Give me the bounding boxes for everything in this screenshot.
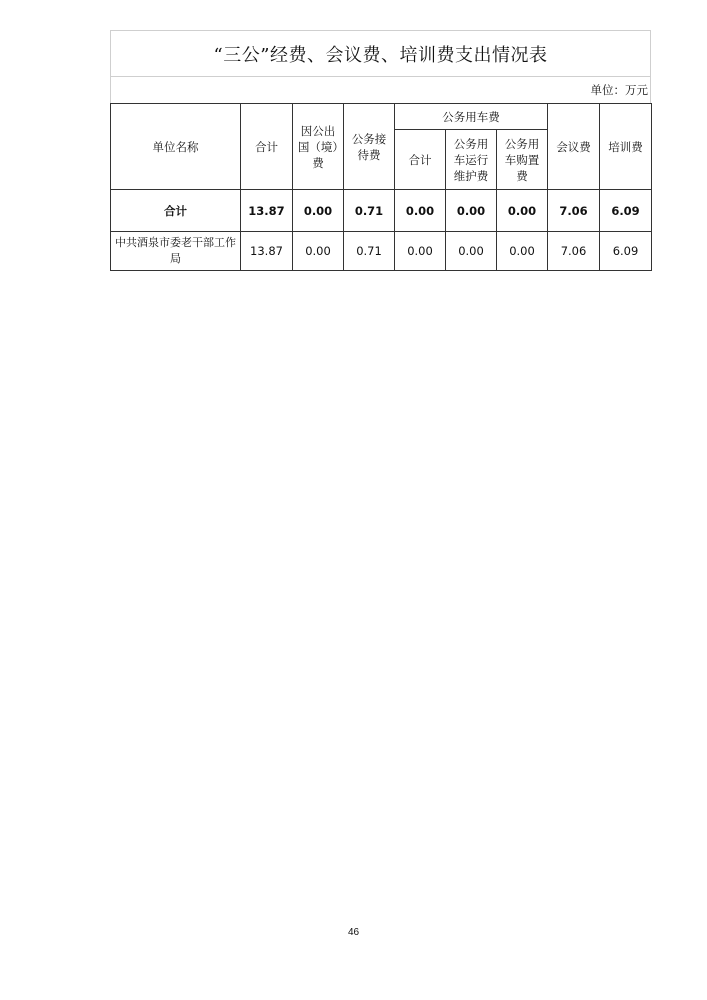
row-name: 合计: [111, 190, 241, 232]
header-row-1: [111, 104, 652, 130]
header-abroad: 因公出国（境）费: [293, 104, 344, 190]
cell-vehicle-total: 0.00: [395, 190, 446, 232]
table-title: “三公”经费、会议费、培训费支出情况表: [213, 44, 548, 66]
page-number: 46: [347, 927, 360, 938]
cell-training: 6.09: [600, 232, 652, 271]
cell-abroad: 0.00: [293, 190, 344, 232]
cell-vehicle-maintenance: 0.00: [446, 232, 497, 271]
cell-reception: 0.71: [344, 232, 395, 271]
header-vehicle-maintenance: 公务用车运行维护费: [446, 130, 497, 190]
cell-abroad: 0.00: [293, 232, 344, 271]
report-sheet: [110, 30, 651, 271]
table-row-total: [111, 190, 652, 232]
cell-total: 13.87: [241, 190, 293, 232]
unit-label: 单位：万元: [590, 83, 648, 97]
cell-vehicle-total: 0.00: [395, 232, 446, 271]
title-area: [110, 30, 651, 76]
cell-training: 6.09: [600, 190, 652, 232]
header-total: 合计: [241, 104, 293, 190]
cell-vehicle-purchase: 0.00: [497, 232, 548, 271]
cell-reception: 0.71: [344, 190, 395, 232]
cell-vehicle-maintenance: 0.00: [446, 190, 497, 232]
expense-table: [110, 103, 652, 271]
header-reception: 公务接待费: [344, 104, 395, 190]
header-vehicle-group: 公务用车费: [395, 104, 548, 130]
unit-row: [110, 76, 651, 103]
cell-total: 13.87: [241, 232, 293, 271]
header-vehicle-purchase: 公务用车购置费: [497, 130, 548, 190]
row-name: 中共酒泉市委老干部工作局: [111, 232, 241, 271]
header-unit-name: 单位名称: [111, 104, 241, 190]
table-row-unit: [111, 232, 652, 271]
header-vehicle-total: 合计: [395, 130, 446, 190]
header-meeting: 会议费: [548, 104, 600, 190]
cell-meeting: 7.06: [548, 190, 600, 232]
cell-meeting: 7.06: [548, 232, 600, 271]
cell-vehicle-purchase: 0.00: [497, 190, 548, 232]
header-training: 培训费: [600, 104, 652, 190]
